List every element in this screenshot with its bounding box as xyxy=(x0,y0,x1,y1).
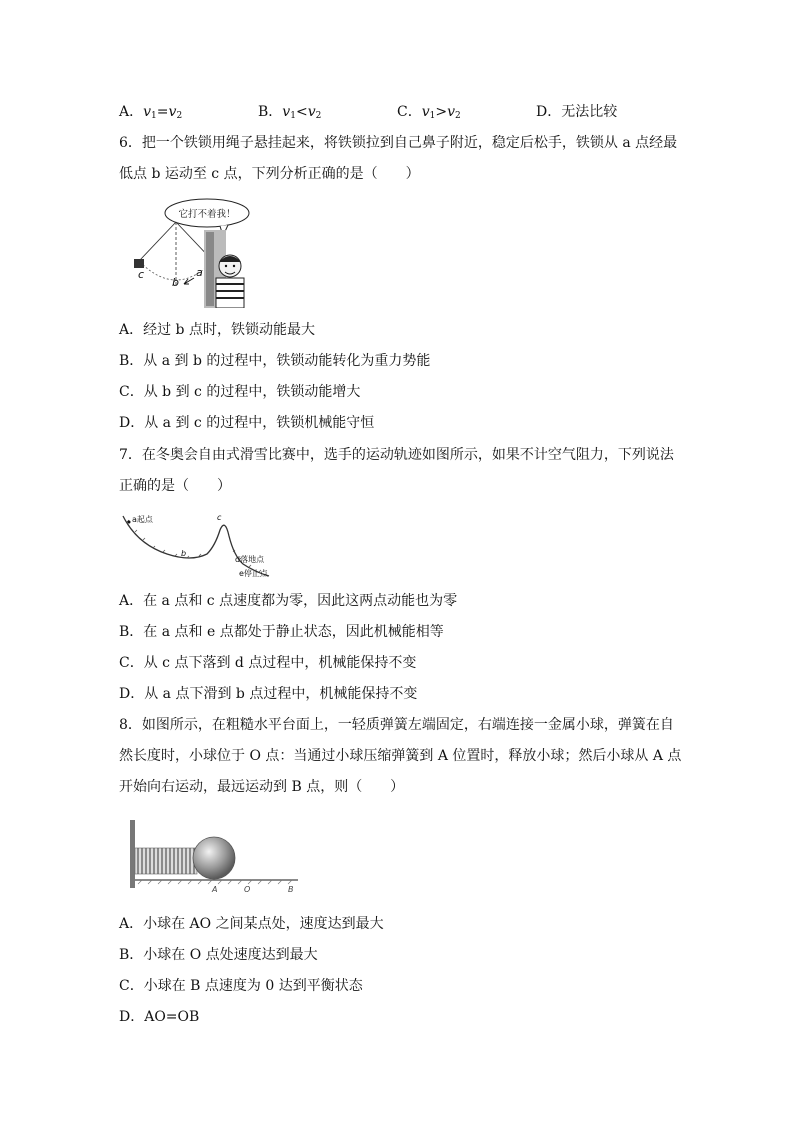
fixed-wall xyxy=(130,820,135,888)
person-body xyxy=(216,278,244,308)
q5-option-b xyxy=(258,102,321,126)
var-v: v xyxy=(143,104,152,120)
metal-ball xyxy=(193,837,235,879)
sub-1: 1 xyxy=(290,111,296,121)
label-landing: d落地点 xyxy=(235,555,265,564)
q8-option-a: A．小球在 AO 之间某点处，速度达到最大 xyxy=(119,916,384,932)
lock-left-icon xyxy=(134,259,144,268)
op-gt: > xyxy=(435,104,448,120)
q7-ski-track-figure xyxy=(119,510,279,582)
q6-option-c: C．从 b 到 c 的过程中，铁锁动能增大 xyxy=(119,384,361,400)
q8-spring-ball-figure xyxy=(128,818,304,894)
eye-right xyxy=(233,265,235,267)
label-c: c xyxy=(217,513,222,522)
column-shade xyxy=(206,232,214,306)
rope-left xyxy=(140,222,176,260)
sub-1: 1 xyxy=(151,111,157,121)
q8-option-b: B．小球在 O 点处速度达到最大 xyxy=(119,947,318,963)
var-v: v xyxy=(421,104,430,120)
q6-stem-line2: 低点 b 运动至 c 点，下列分析正确的是（ ） xyxy=(119,166,420,182)
q5-option-a xyxy=(119,102,182,126)
bubble-text: 它打不着我！ xyxy=(178,209,236,220)
q6-option-b: B．从 a 到 b 的过程中，铁锁动能转化为重力势能 xyxy=(119,353,431,369)
var-v: v xyxy=(307,104,316,120)
option-prefix: C． xyxy=(397,104,422,120)
q7-option-d: D．从 a 点下滑到 b 点过程中，机械能保持不变 xyxy=(119,686,418,702)
var-v: v xyxy=(447,104,456,120)
q6-stem-line1: 6．把一个铁锁用绳子悬挂起来，将铁锁拉到自己鼻子附近，稳定后松手，铁锁从 a 点经最 xyxy=(119,135,678,151)
label-O: O xyxy=(244,885,251,894)
sub-1: 1 xyxy=(429,111,436,121)
label-c: c xyxy=(138,268,145,281)
label-A: A xyxy=(212,885,218,894)
ski-track xyxy=(123,516,269,576)
q7-option-b: B．在 a 点和 e 点都处于静止状态，因此机械能相等 xyxy=(119,624,444,640)
q8-stem-line2: 然长度时，小球位于 O 点：当通过小球压缩弹簧到 A 位置时，释放小球；然后小球从 A 点 xyxy=(119,748,682,764)
q6-pendulum-figure xyxy=(128,196,250,308)
label-B: B xyxy=(288,885,294,894)
spring-icon xyxy=(135,848,197,874)
q8-stem-line1: 8．如图所示，在粗糙水平台面上，一轻质弹簧左端固定，右端连接一金属小球，弹簧在自 xyxy=(119,717,674,733)
option-prefix: A． xyxy=(119,104,144,120)
label-stop: e停止点 xyxy=(239,569,268,578)
op-eq: = xyxy=(156,104,169,120)
q5-option-c xyxy=(397,102,461,126)
sub-2: 2 xyxy=(455,111,461,121)
op-lt: < xyxy=(295,104,308,120)
sub-2: 2 xyxy=(176,111,183,121)
spring-coils xyxy=(138,848,194,874)
q7-option-a: A．在 a 点和 c 点速度都为零，因此这两点动能也为零 xyxy=(119,593,458,609)
label-b: b xyxy=(181,549,187,558)
point-a xyxy=(128,521,131,524)
label-start: a起点 xyxy=(132,515,153,524)
q5-option-d: D．无法比较 xyxy=(536,104,618,120)
q8-option-c: C．小球在 B 点速度为 0 达到平衡状态 xyxy=(119,978,363,994)
q8-option-d: D．AO=OB xyxy=(119,1009,200,1025)
q6-option-d: D．从 a 到 c 的过程中，铁锁机械能守恒 xyxy=(119,415,375,431)
option-prefix: B． xyxy=(258,104,283,120)
q7-stem-line2: 正确的是（ ） xyxy=(119,478,231,494)
q6-option-a: A．经过 b 点时，铁锁动能最大 xyxy=(119,322,315,338)
var-v: v xyxy=(282,104,291,120)
q7-stem-line1: 7．在冬奥会自由式滑雪比赛中，选手的运动轨迹如图所示，如果不计空气阻力，下列说法 xyxy=(119,447,674,463)
label-b: b xyxy=(172,276,179,289)
q5-options xyxy=(0,102,794,122)
q7-option-c: C．从 c 点下落到 d 点过程中，机械能保持不变 xyxy=(119,655,417,671)
sub-2: 2 xyxy=(315,111,322,121)
var-v: v xyxy=(168,104,177,120)
label-a: a xyxy=(196,266,203,279)
q8-stem-line3: 开始向右运动，最远运动到 B 点，则（ ） xyxy=(119,779,405,795)
arrow-icon xyxy=(184,278,194,284)
eye-left xyxy=(225,265,227,267)
track-hatch xyxy=(127,520,261,572)
